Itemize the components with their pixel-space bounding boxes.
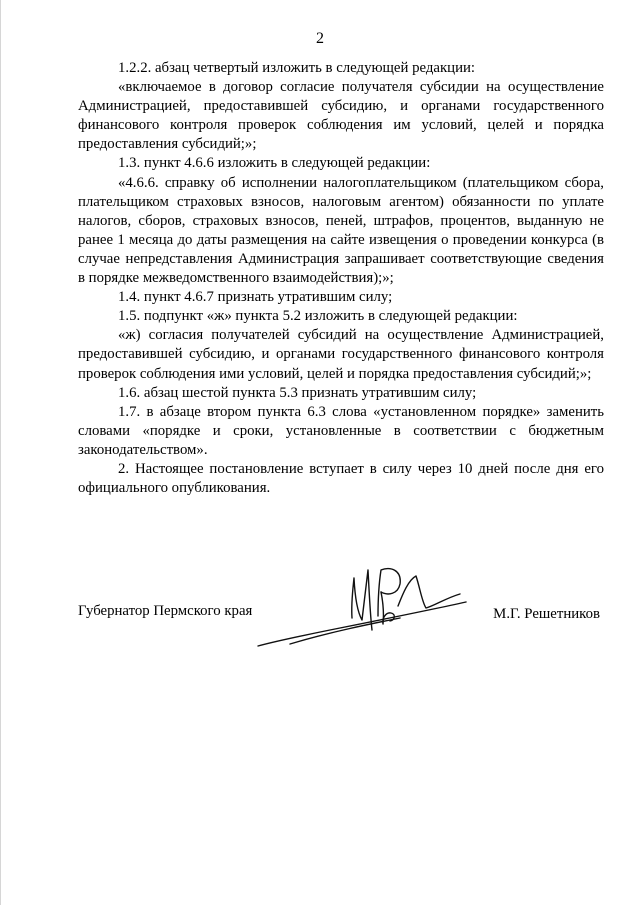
paragraph-1-5: 1.5. подпункт «ж» пункта 5.2 изложить в следующей редакции: xyxy=(118,308,518,325)
paragraph-2: 2. Настоящее постановление вступает в силу через 10 дней после дня его официального опубликования. xyxy=(78,460,604,497)
paragraph-1-3: 1.3. пункт 4.6.6 изложить в следующей редакции: xyxy=(118,155,431,172)
page-number: 2 xyxy=(316,30,324,47)
page-edge xyxy=(0,0,1,905)
paragraph-1-6: 1.6. абзац шестой пункта 5.3 признать утратившим силу; xyxy=(118,384,477,401)
document-body xyxy=(78,59,604,498)
paragraph-quote-zh: «ж) согласия получателей субсидий на осуществление Администрацией, предоставившей субсидию, и органами государственного финансового контроля проверок соблюдения ими условий, целей и порядка предоставления субсидий;»; xyxy=(78,327,604,382)
signatory-title: Губернатор Пермского края xyxy=(78,603,253,619)
paragraph-quote-consent: «включаемое в договор согласие получателя субсидии на осуществление Администрацией, предоставившей субсидию, и органами государственного финансового контроля проверок соблюдения им условий, целей и порядка предоставления субсидий;»; xyxy=(78,79,604,153)
paragraph-1-7: 1.7. в абзаце втором пункта 6.3 слова «установленном порядке» заменить словами «порядке и сроки, установленные в соответствии с бюджетным законодательством». xyxy=(78,403,604,458)
paragraph-quote-4-6-6: «4.6.6. справку об исполнении налогоплательщиком (плательщиком сбора, плательщиком страховых взносов, налоговым агентом) обязанности по уплате налогов, сборов, страховых взносов, пеней, штрафов, процентов, выданную не ранее 1 месяца до даты размещения на сайте извещения о проведении конкурса (в случае непредставления Администрация запрашивает соответствующие сведения в порядке межведомственного взаимодействия);»; xyxy=(78,174,604,287)
signatory-name: М.Г. Решетников xyxy=(493,606,600,622)
paragraph-1-2-2: 1.2.2. абзац четвертый изложить в следующей редакции: xyxy=(118,60,476,76)
paragraph-1-4: 1.4. пункт 4.6.7 признать утратившим силу; xyxy=(118,289,393,306)
handwritten-signature xyxy=(250,558,490,658)
